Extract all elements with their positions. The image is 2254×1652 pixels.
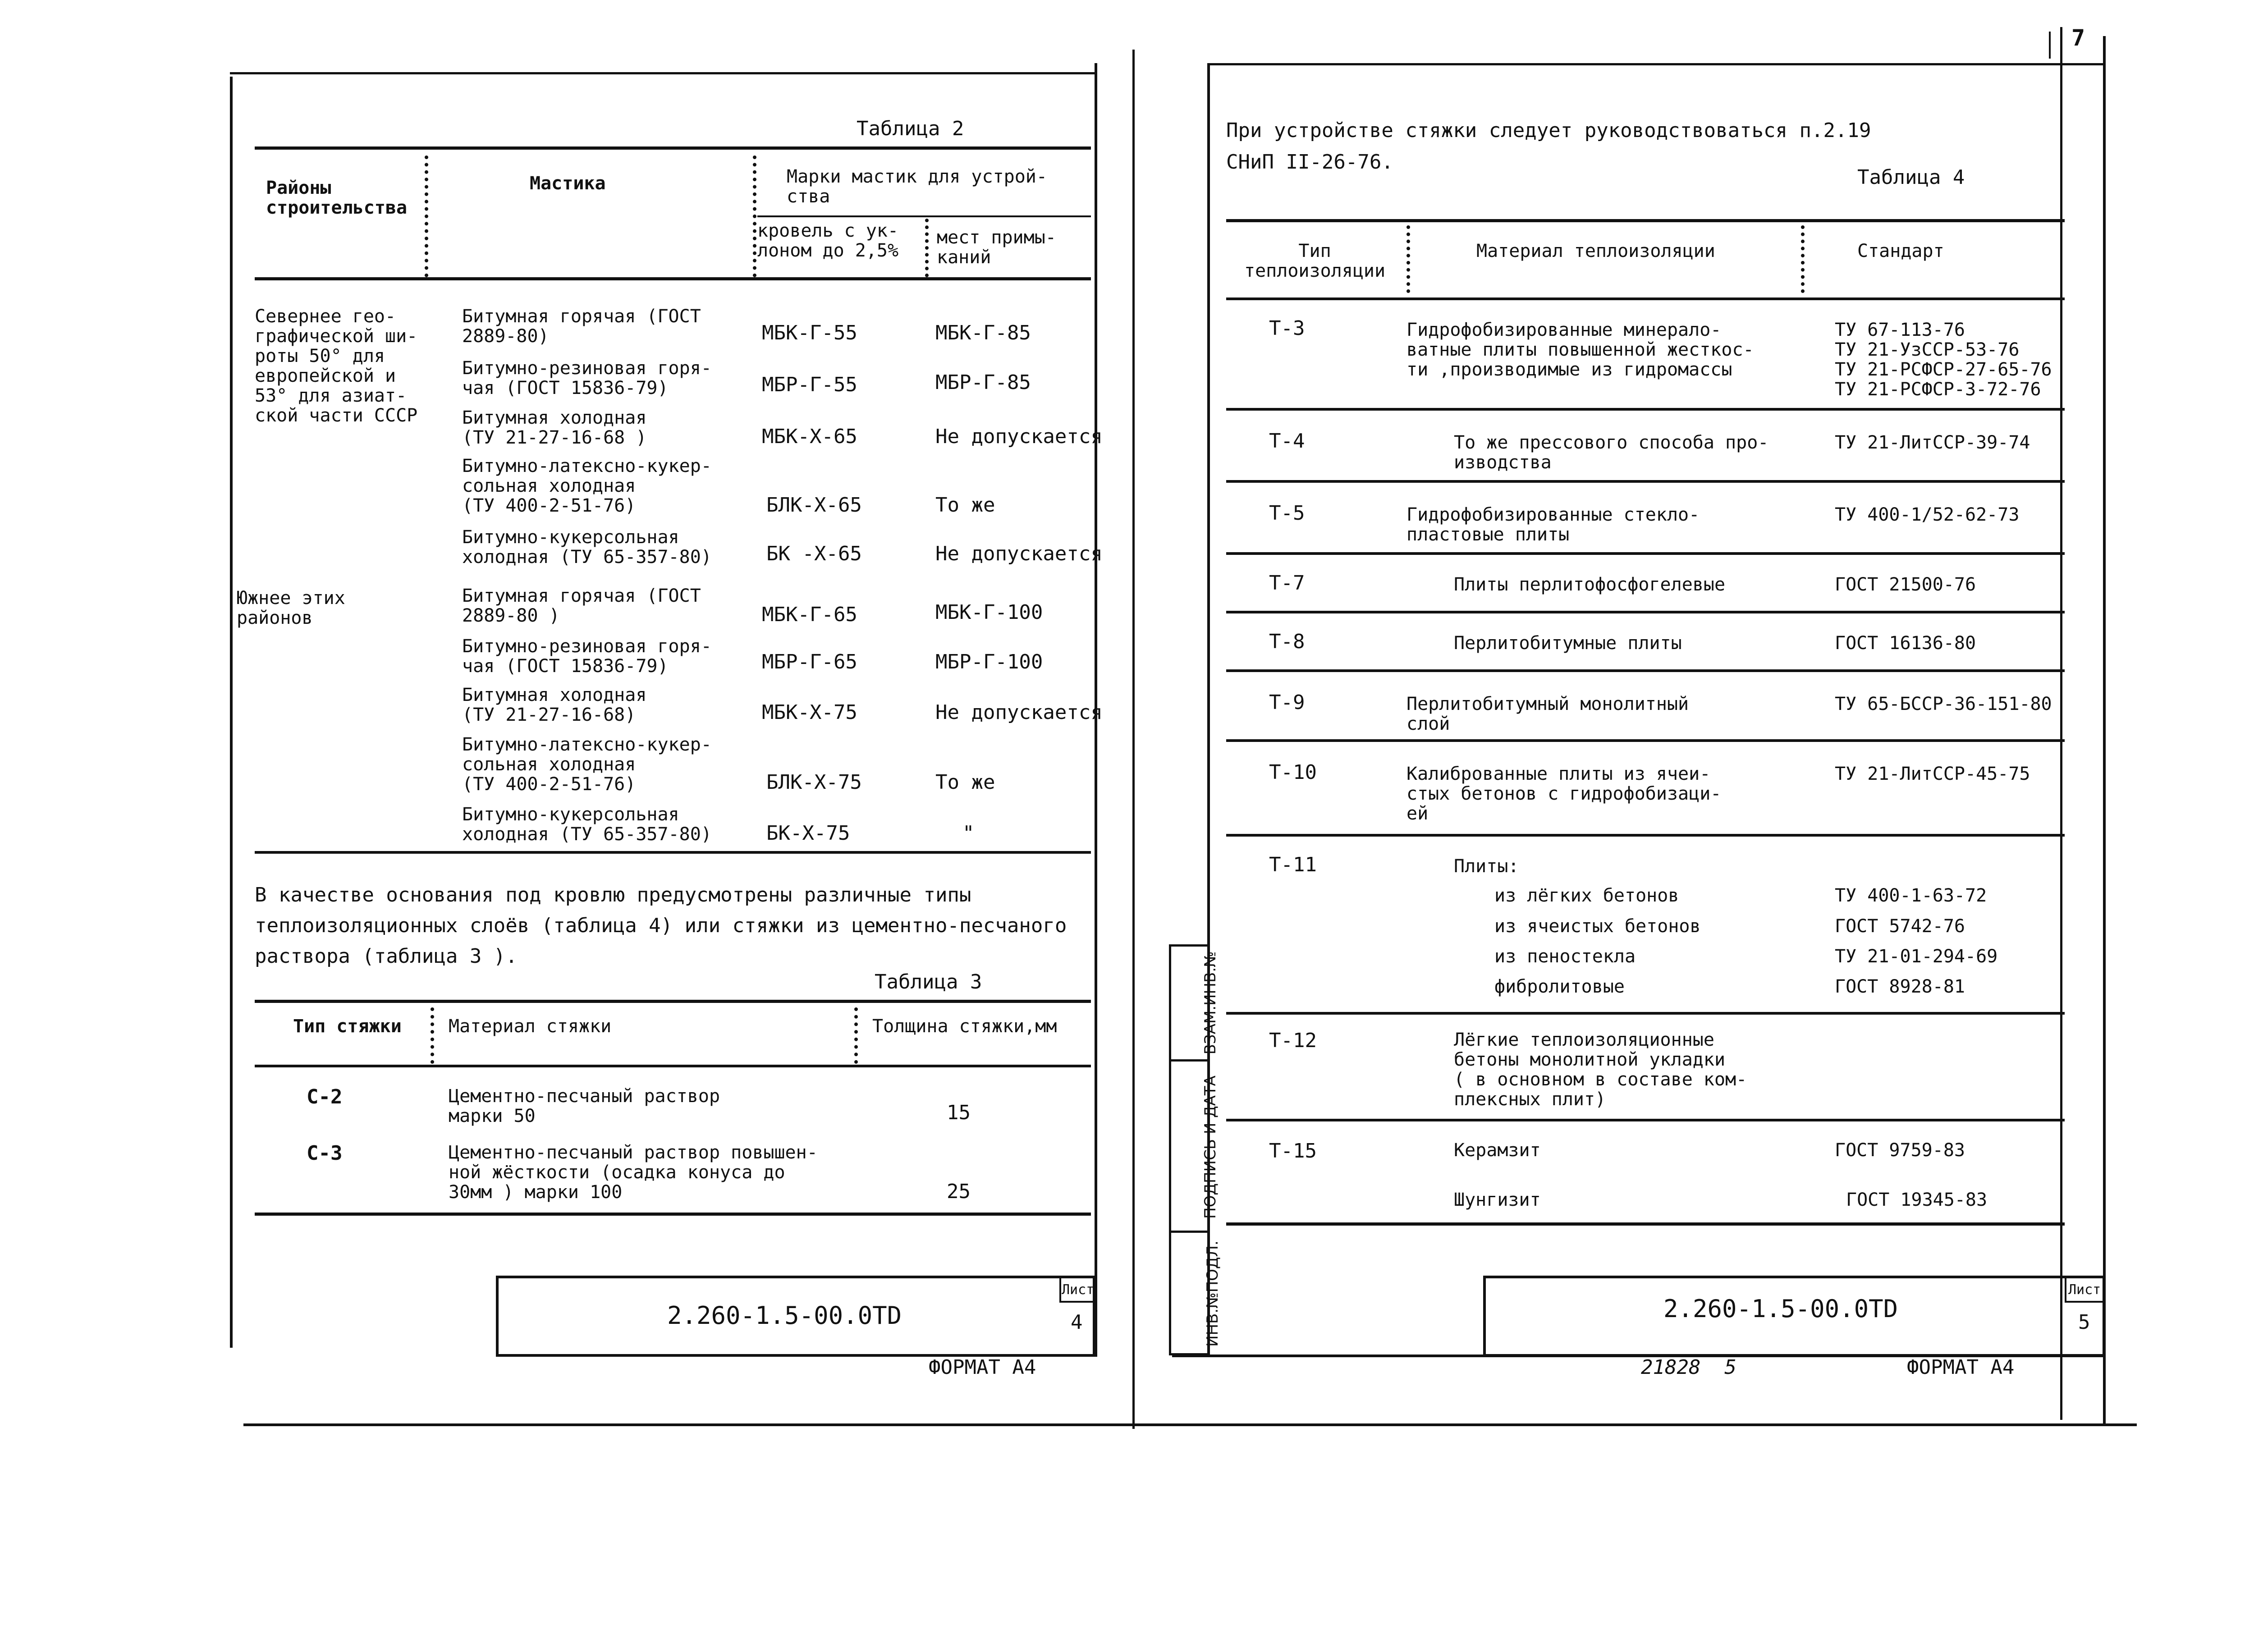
paragraph-text: В качестве основания под кровлю предусмотрены различные типы теплоизоляционных слоёв (таблица 4) или стяжки из цементно-песчаного раствора (таблица 3 ). — [255, 883, 1067, 968]
table2-row-10-mastic: Битумно-кукерсольная холодная (ТУ 65-357-80) — [462, 804, 712, 845]
table3-row-1-type: С-2 — [307, 1085, 343, 1108]
table2-row-1-roof: МБК-Г-55 — [762, 321, 857, 344]
table4-caption: Таблица 4 — [1857, 166, 1965, 189]
table3-top-rule — [255, 1000, 1091, 1003]
bottom-page-line — [243, 1423, 2137, 1426]
table4-row-t11-type: Т-11 — [1269, 853, 1317, 876]
table4-row-rule-5 — [1226, 669, 2065, 672]
table2-bottom-rule — [255, 851, 1091, 854]
right-frame-top — [1207, 63, 2104, 65]
left-sheet-label: Лист — [1062, 1282, 1095, 1298]
right-frame-inner — [2060, 27, 2062, 1420]
table2-row-8-mastic: Битумная холодная (ТУ 21-27-16-68) — [462, 685, 647, 725]
table4-row-rule-6 — [1226, 739, 2065, 742]
table4-row-rule-8 — [1226, 1012, 2065, 1015]
table4-row-t15-type: Т-15 — [1269, 1139, 1317, 1162]
table4-row-rule-3 — [1226, 552, 2065, 555]
table2-col-divider-2 — [753, 156, 756, 277]
table4-row-t11-material: Плиты: — [1454, 856, 1519, 877]
table2-row-8-roof: МБК-Х-75 — [762, 701, 857, 724]
left-stamp-code: 2.260-1.5-00.0ТD — [667, 1301, 902, 1330]
left-format-label: ФОРМАТ А4 — [929, 1356, 1036, 1379]
table2-row-2-junction: МБР-Г-85 — [935, 371, 1031, 394]
table2-row-7-mastic: Битумно-резиновая горя- чая (ГОСТ 15836-79) — [462, 636, 712, 677]
table4-row-t9-material: Перлитобитумный монолитный слой — [1406, 694, 1689, 734]
table4-header-type: Тип теплоизоляции — [1244, 241, 1386, 281]
table2-header-region: Районы строительства — [266, 178, 408, 218]
table4-header-standard: Стандарт — [1857, 241, 1944, 261]
table4-row-t15-standard: ГОСТ 9759-83 — [1835, 1140, 1965, 1161]
table4-row-t11-sub-3-material: из пеностекла — [1494, 946, 1636, 967]
left-sheet-number: 4 — [1071, 1311, 1083, 1334]
table4-row-t10-standard: ТУ 21-ЛитССР-45-75 — [1835, 764, 2030, 784]
table2-row-3-mastic: Битумная холодная (ТУ 21-27-16-68 ) — [462, 407, 647, 448]
left-frame-left — [230, 77, 233, 1348]
table3-header-rule — [255, 1065, 1091, 1067]
table3-caption: Таблица 3 — [875, 970, 982, 993]
table4-row-t3-type: Т-3 — [1269, 317, 1305, 340]
table4-row-t11-sub-2-standard: ГОСТ 5742-76 — [1835, 916, 1965, 937]
table3-row-1-material: Цементно-песчаный раствор марки 50 — [449, 1086, 720, 1126]
table4-row-t9-type: Т-9 — [1269, 691, 1305, 714]
side-stamp-label-inv: ИНВ.№ПОДЛ. — [1204, 1240, 1222, 1347]
table4-row-t12-type: Т-12 — [1269, 1029, 1317, 1052]
table2-row-5-mastic: Битумно-кукерсольная холодная (ТУ 65-357-80) — [462, 527, 712, 567]
table2-row-4-junction: То же — [935, 494, 995, 517]
table2-row-1-junction: МБК-Г-85 — [935, 321, 1031, 344]
gutter-line — [1132, 50, 1135, 1429]
table4-row-rule-7 — [1226, 834, 2065, 837]
page-number-top: 7 — [2071, 25, 2085, 51]
table4-row-t15-sub-1-standard: ГОСТ 19345-83 — [1846, 1190, 1988, 1210]
table2-row-5-roof: БК -Х-65 — [766, 542, 862, 565]
table4-row-t11-sub-4-standard: ГОСТ 8928-81 — [1835, 976, 1965, 997]
right-bottom-number: 21828 5 — [1641, 1356, 1736, 1379]
table2-header-junctions: мест примы- каний — [937, 227, 1056, 268]
table2-row-8-junction: Не допускается — [935, 701, 1103, 724]
right-sheet-number: 5 — [2078, 1311, 2090, 1334]
table3-header-type: Тип стяжки — [293, 1016, 402, 1037]
table2-row-10-roof: БК-Х-75 — [766, 822, 850, 845]
table3-header-thickness: Толщина стяжки,мм — [872, 1016, 1057, 1037]
table2-region-south: Южнее этих районов — [237, 588, 345, 628]
table4-row-t10-type: Т-10 — [1269, 761, 1317, 784]
right-stamp-code: 2.260-1.5-00.0ТD — [1663, 1295, 1898, 1323]
table2-row-10-junction: " — [962, 822, 975, 845]
table2-row-4-roof: БЛК-Х-65 — [766, 494, 862, 517]
table2-row-6-mastic: Битумная горячая (ГОСТ 2889-80 ) — [462, 586, 701, 626]
table4-row-t10-material: Калиброванные плиты из ячеи- стых бетонов с гидрофобизаци- ей — [1406, 764, 1722, 824]
table2-row-6-junction: МБК-Г-100 — [935, 601, 1043, 624]
table2-row-9-junction: То же — [935, 771, 995, 794]
table2-region-north: Севернее гео- графической ши- роты 50° для европейской и 53° для азиат- ской части СССР — [255, 306, 418, 426]
table4-row-t9-standard: ТУ 65-БССР-36-151-80 — [1835, 694, 2052, 714]
table3-bottom-rule — [255, 1213, 1091, 1216]
table2-caption: Таблица 2 — [857, 117, 964, 140]
table2-row-2-roof: МБР-Г-55 — [762, 373, 857, 396]
table2-row-3-roof: МБК-Х-65 — [762, 425, 857, 448]
table4-row-t5-material: Гидрофобизированные стекло- пластовые плиты — [1406, 504, 1700, 545]
table4-row-t11-sub-2-material: из ячеистых бетонов — [1494, 916, 1701, 937]
table2-subheader-rule — [757, 215, 1091, 217]
table4-row-t7-type: Т-7 — [1269, 572, 1305, 595]
table4-col-divider-2 — [1801, 225, 1805, 293]
table4-top-rule — [1226, 219, 2065, 222]
table3-row-2-type: С-3 — [307, 1142, 343, 1165]
table4-row-t5-type: Т-5 — [1269, 502, 1305, 525]
table4-row-t11-sub-3-standard: ТУ 21-01-294-69 — [1835, 946, 1998, 967]
table2-row-6-roof: МБК-Г-65 — [762, 603, 857, 626]
table4-row-t3-standard: ТУ 67-113-76 ТУ 21-УзССР-53-76 ТУ 21-РСФСР-27-65-76 ТУ 21-РСФСР-3-72-76 — [1835, 320, 2052, 400]
table4-row-t15-material: Керамзит — [1454, 1140, 1541, 1161]
side-stamp-label-sign: ПОДПИСЬ И ДАТА — [1201, 1075, 1219, 1219]
table4-row-t15-sub-1-material: Шунгизит — [1454, 1190, 1541, 1210]
table4-row-t4-standard: ТУ 21-ЛитССР-39-74 — [1835, 432, 2030, 453]
left-frame-top — [230, 72, 1095, 74]
side-stamp-label-vzam: ВЗАМ.ИНВ.№ — [1201, 951, 1219, 1055]
table3-header-material: Материал стяжки — [449, 1016, 612, 1037]
right-format-label: ФОРМАТ А4 — [1907, 1356, 2015, 1379]
table2-header-roof: кровель с ук- лоном до 2,5% — [757, 220, 899, 261]
table2-col-divider-3 — [925, 219, 929, 277]
table3-row-1-thickness: 15 — [947, 1101, 971, 1124]
table3-col-divider-1 — [431, 1007, 434, 1064]
table2-header-rule — [255, 277, 1091, 280]
table4-row-t12-material: Лёгкие теплоизоляционные бетоны монолитной укладки ( в основном в составе ком- плексных плит) — [1454, 1030, 1747, 1110]
table4-row-rule-1 — [1226, 408, 2065, 411]
table4-row-t3-material: Гидрофобизированные минерало- ватные плиты повышенной жесткос- ти ,производимые из гидромассы — [1406, 320, 1754, 380]
table4-row-rule-2 — [1226, 480, 2065, 483]
table4-header-rule — [1226, 297, 2065, 300]
table2-row-2-mastic: Битумно-резиновая горя- чая (ГОСТ 15836-79) — [462, 358, 712, 398]
table2-row-1-mastic: Битумная горячая (ГОСТ 2889-80) — [462, 306, 701, 347]
table4-row-t4-material: То же прессового способа про- изводства — [1454, 432, 1769, 473]
table4-bottom-rule — [1226, 1222, 2065, 1226]
table4-col-divider-1 — [1406, 225, 1410, 293]
table2-row-9-mastic: Битумно-латексно-кукер- сольная холодная (ТУ 400-2-51-76) — [462, 734, 712, 795]
table2-row-5-junction: Не допускается — [935, 542, 1103, 565]
table3-col-divider-2 — [854, 1007, 858, 1064]
table4-row-t7-material: Плиты перлитофосфогелевые — [1454, 574, 1726, 595]
table4-row-t8-material: Перлитобитумные плиты — [1454, 633, 1682, 654]
table2-row-3-junction: Не допускается — [935, 425, 1103, 448]
table4-row-rule-9 — [1226, 1119, 2065, 1121]
right-frame-right — [2103, 36, 2106, 1424]
table4-row-rule-4 — [1226, 611, 2065, 613]
table4-row-t7-standard: ГОСТ 21500-76 — [1835, 574, 1976, 595]
right-intro-text: При устройстве стяжки следует руководствоваться п.2.19 СНиП II-26-76. — [1226, 119, 1871, 174]
table4-row-t11-sub-1-material: из лёгких бетонов — [1494, 885, 1679, 906]
table2-header-marks: Марки мастик для устрой- ства — [787, 166, 1047, 207]
right-sheet-label: Лист — [2068, 1282, 2101, 1298]
table2-row-7-roof: МБР-Г-65 — [762, 650, 857, 673]
table4-row-t11-sub-4-material: фибролитовые — [1494, 976, 1625, 997]
table2-top-rule — [255, 146, 1091, 150]
table2-row-9-roof: БЛК-Х-75 — [766, 771, 862, 794]
table3-row-2-material: Цементно-песчаный раствор повышен- ной жёсткости (осадка конуса до 30мм ) марки 100 — [449, 1142, 818, 1203]
page-number-bracket — [2049, 32, 2051, 59]
table3-row-2-thickness: 25 — [947, 1180, 971, 1203]
table2-header-mastic: Мастика — [530, 173, 606, 194]
table2-row-7-junction: МБР-Г-100 — [935, 650, 1043, 673]
table4-row-t4-type: Т-4 — [1269, 430, 1305, 453]
table4-row-t8-standard: ГОСТ 16136-80 — [1835, 633, 1976, 654]
table2-row-4-mastic: Битумно-латексно-кукер- сольная холодная (ТУ 400-2-51-76) — [462, 456, 712, 516]
table2-col-divider-1 — [425, 156, 428, 277]
table4-row-t11-sub-1-standard: ТУ 400-1-63-72 — [1835, 885, 1987, 906]
table4-row-t8-type: Т-8 — [1269, 630, 1305, 653]
table4-header-material: Материал теплоизоляции — [1476, 241, 1715, 261]
table4-row-t5-standard: ТУ 400-1/52-62-73 — [1835, 504, 2020, 525]
